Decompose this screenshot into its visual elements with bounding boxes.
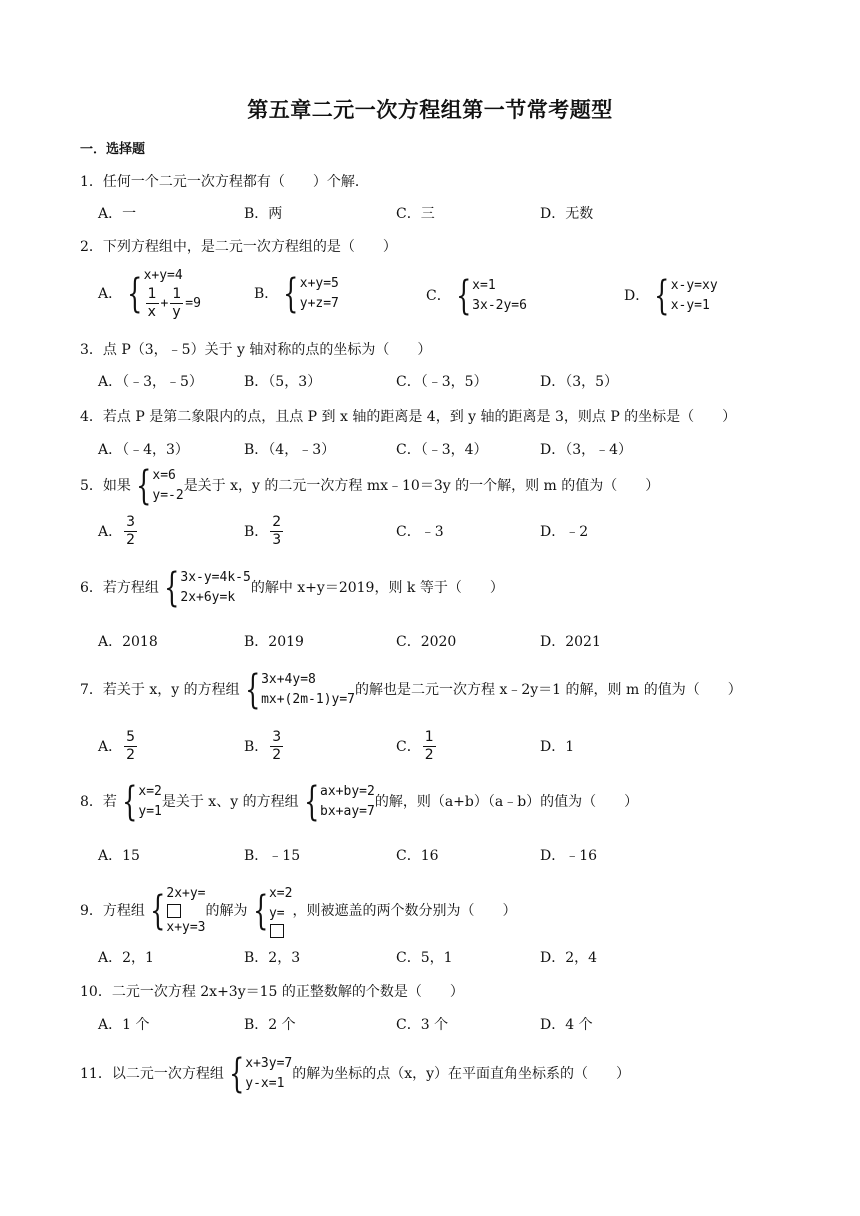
question-6: 6．若方程组 { 3x-y=4k-5 2x+6y=k 的解中 x+y＝2019，则 k 等于（ ） [80,565,504,611]
q7-option-b[interactable]: B． $\frac{3}{2}$ [244,729,282,763]
q1-option-a[interactable]: A．一 [98,206,137,222]
page-title: 第五章二元一次方程组第一节常考题型 [247,98,613,122]
q4-option-c[interactable]: C．（﹣3，4） [396,442,488,458]
q2-option-d[interactable]: D． { x-y=xy x-y=1 [624,273,718,319]
q9-option-b[interactable]: B．2，3 [244,950,301,966]
q10-option-d[interactable]: D．4 个 [540,1017,593,1033]
question-9: 9．方程组 { 2x+y= x+y=3 的解为 { x=2 y= ，则被遮盖的两个数分别为（ ） [80,884,516,938]
q1-option-c[interactable]: C．三 [396,206,435,222]
q9-option-d[interactable]: D．2，4 [540,950,598,966]
q10-option-a[interactable]: A．1 个 [98,1017,150,1033]
question-1: 1．任何一个二元一次方程都有（ ）个解． [80,174,369,190]
q2-option-b[interactable]: B． { x+y=5 y+z=7 [254,271,339,317]
equation-system: { x=2 y= [248,884,293,938]
q7-option-c[interactable]: C． $\frac{1}{2}$ [396,729,434,763]
q8-option-b[interactable]: B．﹣15 [244,848,301,864]
q3-option-b[interactable]: B．（5，3） [244,374,322,390]
question-11: 11．以二元一次方程组 { x+3y=7 y-x=1 的解为坐标的点（x，y）在平面直角坐标系的（ ） [80,1051,631,1097]
q2-option-a[interactable]: A． { x+y=4 $\frac{1}{x}$ + $\frac{1}{y}$ =9 [98,268,201,320]
q2-option-c[interactable]: C． { x=1 3x-2y=6 [426,273,527,319]
q1-option-d[interactable]: D．无数 [540,206,594,222]
equation-system: { x+3y=7 y-x=1 [228,1051,293,1097]
q8-option-c[interactable]: C．16 [396,848,439,864]
q4-option-a[interactable]: A．（﹣4，3） [98,442,189,458]
question-8: 8．若 { x=2 y=1 是关于 x、y 的方程组 { ax+by=2 bx+ay=7 的解，则（a+b）（a﹣b）的值为（ ） [80,779,639,825]
section-heading: 一．选择题 [80,142,146,157]
q5-option-a[interactable]: A． $\frac{3}{2}$ [98,514,136,548]
covered-number-box [270,924,284,938]
q4-option-d[interactable]: D．（3，﹣4） [540,442,633,458]
question-5: 5．如果 { x=6 y=-2 是关于 x，y 的二元一次方程 mx﹣10＝3y 的一个解，则 m 的值为（ ） [80,463,660,509]
equation-system: { 2x+y= x+y=3 [150,886,206,935]
equation-system: { x=1 3x-2y=6 [455,273,527,319]
equation-system: { ax+by=2 bx+ay=7 [303,779,375,825]
equation-system: { x-y=xy x-y=1 [654,273,718,319]
q6-option-c[interactable]: C．2020 [396,634,457,650]
q4-option-b[interactable]: B．（4，﹣3） [244,442,336,458]
q1-option-b[interactable]: B．两 [244,206,283,222]
q9-option-a[interactable]: A．2，1 [98,950,154,966]
q3-option-d[interactable]: D．（3，5） [540,374,619,390]
q9-option-c[interactable]: C．5，1 [396,950,453,966]
q8-option-d[interactable]: D．﹣16 [540,848,598,864]
q7-option-d[interactable]: D．1 [540,739,575,755]
q3-option-a[interactable]: A．（﹣3，﹣5） [98,374,203,390]
question-7: 7．若关于 x，y 的方程组 { 3x+4y=8 mx+(2m-1)y=7 的解也是二元一次方程 x﹣2y＝1 的解，则 m 的值为（ ） [80,667,742,713]
q10-option-c[interactable]: C．3 个 [396,1017,449,1033]
q6-option-d[interactable]: D．2021 [540,634,601,650]
q5-option-d[interactable]: D．﹣2 [540,524,589,540]
q8-option-a[interactable]: A．15 [98,848,140,864]
equation-system: { x+y=4 $\frac{1}{x}$ + $\frac{1}{y}$ =9 [127,268,201,320]
q3-option-c[interactable]: C．（﹣3，5） [396,374,488,390]
question-10: 10．二元一次方程 2x+3y＝15 的正整数解的个数是（ ） [80,984,464,1000]
question-4: 4．若点 P 是第二象限内的点，且点 P 到 x 轴的距离是 4，到 y 轴的距离是 3，则点 P 的坐标是（ ） [80,409,737,425]
covered-number-box [167,904,181,918]
question-3: 3．点 P（3，﹣5）关于 y 轴对称的点的坐标为（ ） [80,342,432,358]
q5-option-b[interactable]: B． $\frac{2}{3}$ [244,514,282,548]
q10-option-b[interactable]: B．2 个 [244,1017,296,1033]
equation-system: { x=6 y=-2 [136,463,184,509]
q6-option-a[interactable]: A．2018 [98,634,158,650]
q5-option-c[interactable]: C．﹣3 [396,524,444,540]
equation-system: { x+y=5 y+z=7 [283,271,339,317]
equation-system: { 3x-y=4k-5 2x+6y=k [164,565,251,611]
equation-system: { 3x+4y=8 mx+(2m-1)y=7 [244,667,355,713]
question-2: 2．下列方程组中，是二元一次方程组的是（ ） [80,239,397,255]
q7-option-a[interactable]: A． $\frac{5}{2}$ [98,729,136,763]
equation-system: { x=2 y=1 [122,779,162,825]
q6-option-b[interactable]: B．2019 [244,634,304,650]
